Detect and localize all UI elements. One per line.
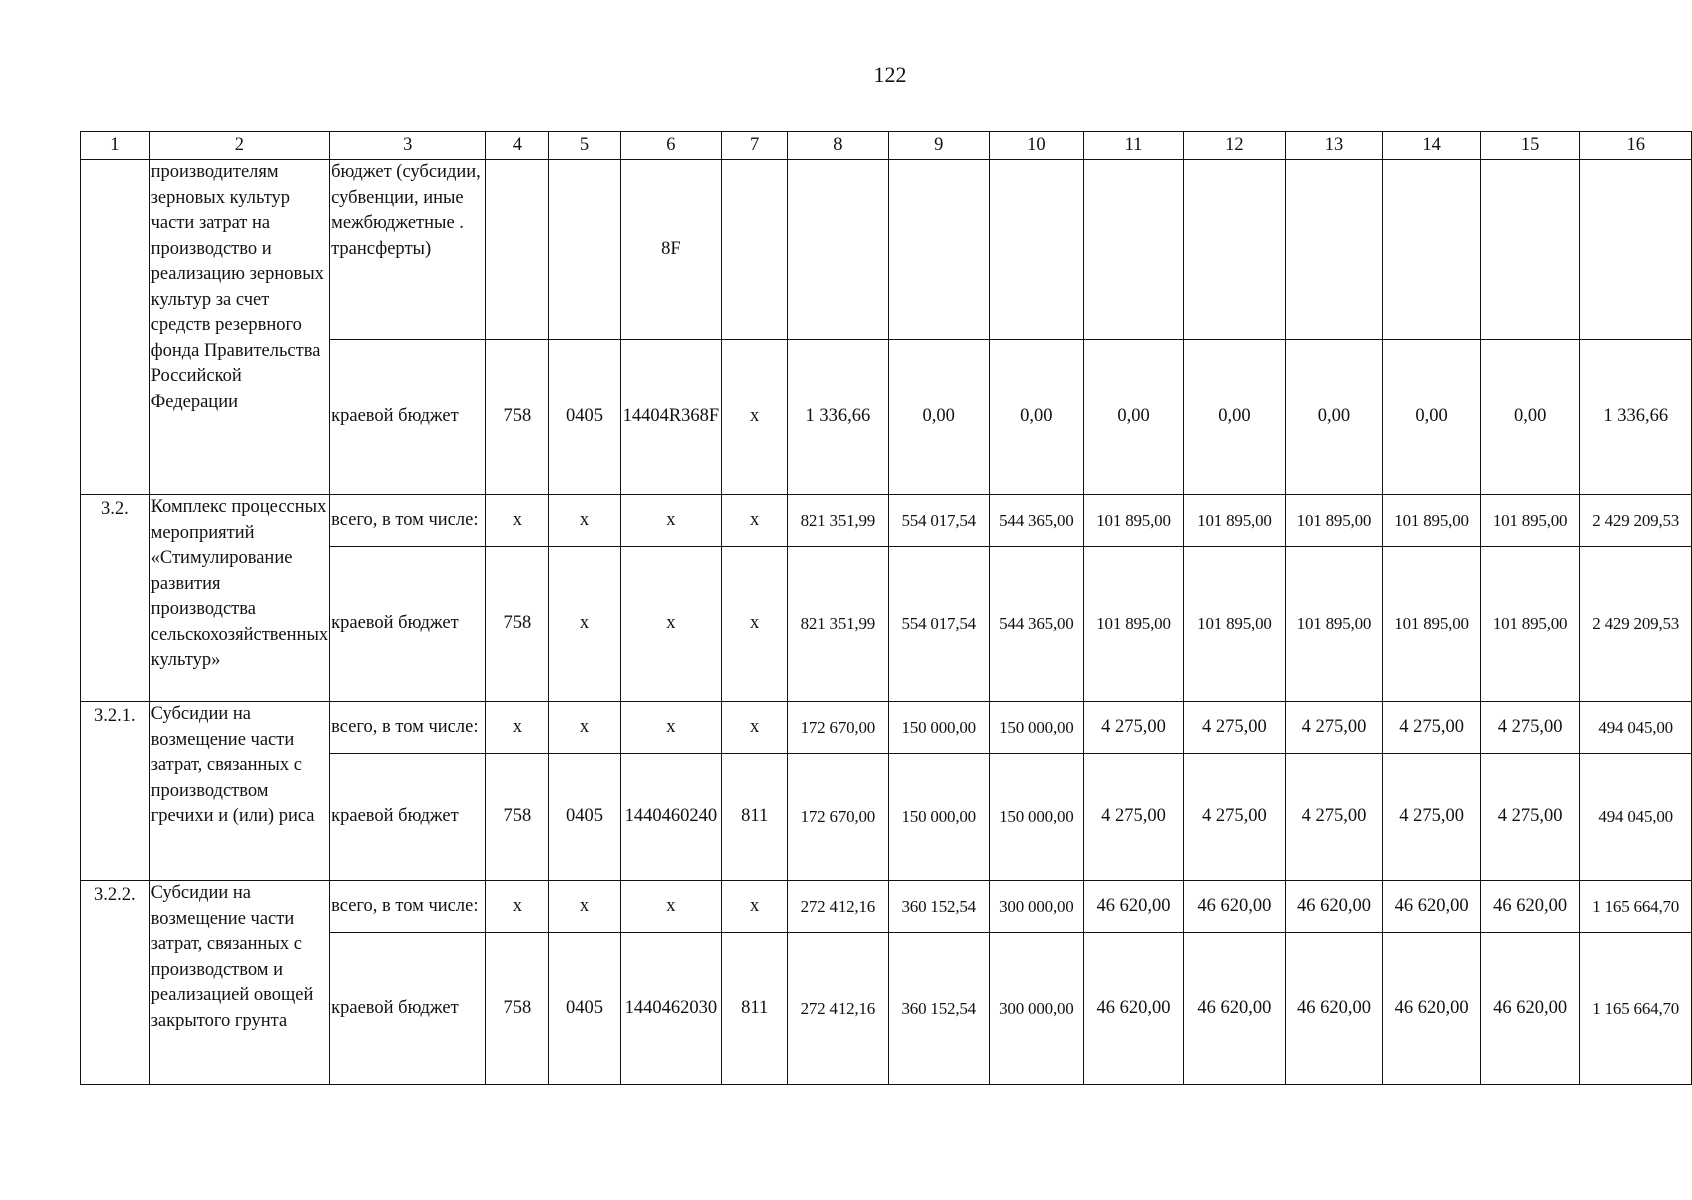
amount-col-14-cell: 101 895,00	[1383, 495, 1481, 547]
amount-col-14-cell: 4 275,00	[1383, 754, 1481, 881]
header-col-16: 16	[1580, 132, 1692, 160]
header-col-5: 5	[549, 132, 620, 160]
amount-col-13-cell: 46 620,00	[1285, 881, 1383, 933]
amount-col-15-cell: 46 620,00	[1480, 933, 1580, 1085]
header-col-9: 9	[888, 132, 989, 160]
amount-col-11-cell: 101 895,00	[1083, 495, 1183, 547]
empty-cell	[788, 160, 888, 340]
empty-cell	[989, 160, 1083, 340]
amount-col-10-cell: 544 365,00	[989, 495, 1083, 547]
row-name-cell: Комплекс процессных мероприятий «Стимулирование развития производства сельскохозяйственных культур»	[149, 495, 330, 702]
code-c6-cell: х	[620, 881, 722, 933]
code-c4-cell: 758	[486, 340, 549, 495]
empty-cell	[1383, 160, 1481, 340]
amount-col-11-cell: 4 275,00	[1083, 754, 1183, 881]
amount-col-16-cell: 1 336,66	[1580, 340, 1692, 495]
continuation-number-cell	[81, 160, 150, 495]
amount-col-16-cell: 494 045,00	[1580, 702, 1692, 754]
amount-col-15-cell: 4 275,00	[1480, 754, 1580, 881]
code-c4-cell: х	[486, 495, 549, 547]
header-col-14: 14	[1383, 132, 1481, 160]
code-c5-cell: х	[549, 881, 620, 933]
header-col-4: 4	[486, 132, 549, 160]
continuation-name-cell: производителям зерновых культур части затрат на производство и реализацию зерновых культур за счет средств резервного фонда Правительства Российской Федерации	[149, 160, 330, 495]
source-cell: краевой бюджет	[330, 340, 486, 495]
header-col-15: 15	[1480, 132, 1580, 160]
amount-col-12-cell: 101 895,00	[1184, 495, 1285, 547]
amount-col-10-cell: 150 000,00	[989, 754, 1083, 881]
amount-col-16-cell: 2 429 209,53	[1580, 495, 1692, 547]
source-cell: краевой бюджет	[330, 754, 486, 881]
continuation-row-budget-tail	[81, 160, 1692, 340]
amount-col-13-cell: 4 275,00	[1285, 754, 1383, 881]
code-c7-cell: 811	[722, 754, 788, 881]
amount-col-9-cell: 150 000,00	[888, 702, 989, 754]
continuation-budget-tail-cell: бюджет (субсидии, субвенции, иные межбюджетные . трансферты)	[330, 160, 486, 340]
amount-col-8-cell: 172 670,00	[788, 754, 888, 881]
amount-col-9-cell: 360 152,54	[888, 933, 989, 1085]
page-number: 122	[873, 62, 907, 87]
code-c7-cell: х	[722, 702, 788, 754]
code-c6-cell: 14404R368F	[620, 340, 722, 495]
group-3-2-2-total-row	[81, 881, 1692, 933]
empty-cell	[549, 160, 620, 340]
row-number-cell: 3.2.	[81, 495, 150, 702]
row-name-cell: Субсидии на возмещение части затрат, связанных с производством и реализацией овощей закрытого грунта	[149, 881, 330, 1085]
amount-col-10-cell: 0,00	[989, 340, 1083, 495]
amount-col-14-cell: 0,00	[1383, 340, 1481, 495]
code-c5-cell: х	[549, 495, 620, 547]
code-c5-cell: 0405	[549, 754, 620, 881]
code-c4-cell: 758	[486, 933, 549, 1085]
code-c4-cell: 758	[486, 754, 549, 881]
amount-col-9-cell: 150 000,00	[888, 754, 989, 881]
empty-cell	[1285, 160, 1383, 340]
header-col-10: 10	[989, 132, 1083, 160]
code-c5-cell: х	[549, 702, 620, 754]
amount-col-15-cell: 101 895,00	[1480, 495, 1580, 547]
amount-col-8-cell: 272 412,16	[788, 881, 888, 933]
code-c6-cell: 1440462030	[620, 933, 722, 1085]
code-c7-cell: х	[722, 495, 788, 547]
amount-col-10-cell: 300 000,00	[989, 881, 1083, 933]
code-c5-cell: 0405	[549, 340, 620, 495]
table-body	[81, 132, 1692, 1085]
header-col-11: 11	[1083, 132, 1183, 160]
header-col-2: 2	[149, 132, 330, 160]
amount-col-8-cell: 821 351,99	[788, 495, 888, 547]
amount-col-16-cell: 1 165 664,70	[1580, 933, 1692, 1085]
amount-col-15-cell: 46 620,00	[1480, 881, 1580, 933]
code-c4-cell: 758	[486, 547, 549, 702]
empty-cell	[1480, 160, 1580, 340]
amount-col-9-cell: 360 152,54	[888, 881, 989, 933]
code-c4-cell: х	[486, 702, 549, 754]
amount-col-13-cell: 101 895,00	[1285, 547, 1383, 702]
empty-cell	[1083, 160, 1183, 340]
amount-col-15-cell: 0,00	[1480, 340, 1580, 495]
empty-cell	[1184, 160, 1285, 340]
amount-col-11-cell: 101 895,00	[1083, 547, 1183, 702]
header-col-8: 8	[788, 132, 888, 160]
amount-col-12-cell: 46 620,00	[1184, 933, 1285, 1085]
code-c5-cell: 0405	[549, 933, 620, 1085]
row-number-cell: 3.2.1.	[81, 702, 150, 881]
amount-col-8-cell: 172 670,00	[788, 702, 888, 754]
group-3-2-total-row	[81, 495, 1692, 547]
amount-col-9-cell: 0,00	[888, 340, 989, 495]
source-cell: всего, в том числе:	[330, 881, 486, 933]
amount-col-16-cell: 494 045,00	[1580, 754, 1692, 881]
amount-col-14-cell: 46 620,00	[1383, 881, 1481, 933]
header-col-3: 3	[330, 132, 486, 160]
amount-col-10-cell: 150 000,00	[989, 702, 1083, 754]
amount-col-10-cell: 300 000,00	[989, 933, 1083, 1085]
code-c7-cell: х	[722, 340, 788, 495]
amount-col-11-cell: 46 620,00	[1083, 933, 1183, 1085]
code-c5-cell: х	[549, 547, 620, 702]
amount-col-12-cell: 0,00	[1184, 340, 1285, 495]
amount-col-10-cell: 544 365,00	[989, 547, 1083, 702]
code-c6-cell: 1440460240	[620, 754, 722, 881]
amount-col-8-cell: 272 412,16	[788, 933, 888, 1085]
amount-col-12-cell: 101 895,00	[1184, 547, 1285, 702]
source-cell: краевой бюджет	[330, 933, 486, 1085]
header-col-12: 12	[1184, 132, 1285, 160]
empty-cell	[1580, 160, 1692, 340]
amount-col-11-cell: 46 620,00	[1083, 881, 1183, 933]
amount-col-14-cell: 101 895,00	[1383, 547, 1481, 702]
group-3-2-1-total-row	[81, 702, 1692, 754]
amount-col-12-cell: 46 620,00	[1184, 881, 1285, 933]
source-cell: всего, в том числе:	[330, 702, 486, 754]
amount-col-13-cell: 0,00	[1285, 340, 1383, 495]
code-c4-cell: х	[486, 881, 549, 933]
amount-col-11-cell: 0,00	[1083, 340, 1183, 495]
amount-col-13-cell: 46 620,00	[1285, 933, 1383, 1085]
amount-col-15-cell: 4 275,00	[1480, 702, 1580, 754]
amount-col-13-cell: 101 895,00	[1285, 495, 1383, 547]
amount-col-13-cell: 4 275,00	[1285, 702, 1383, 754]
amount-col-16-cell: 1 165 664,70	[1580, 881, 1692, 933]
amount-col-9-cell: 554 017,54	[888, 547, 989, 702]
code-c7-cell: х	[722, 881, 788, 933]
header-col-13: 13	[1285, 132, 1383, 160]
amount-col-14-cell: 4 275,00	[1383, 702, 1481, 754]
source-cell: краевой бюджет	[330, 547, 486, 702]
row-name-cell: Субсидии на возмещение части затрат, связанных с производством гречихи и (или) риса	[149, 702, 330, 881]
header-row	[81, 132, 1692, 160]
amount-col-11-cell: 4 275,00	[1083, 702, 1183, 754]
amount-col-12-cell: 4 275,00	[1184, 754, 1285, 881]
empty-cell	[722, 160, 788, 340]
amount-col-8-cell: 821 351,99	[788, 547, 888, 702]
header-col-1: 1	[81, 132, 150, 160]
header-col-7: 7	[722, 132, 788, 160]
header-col-6: 6	[620, 132, 722, 160]
budget-table	[80, 131, 1692, 1085]
code-c6-cell: х	[620, 702, 722, 754]
row-number-cell: 3.2.2.	[81, 881, 150, 1085]
amount-col-9-cell: 554 017,54	[888, 495, 989, 547]
empty-cell	[888, 160, 989, 340]
amount-col-8-cell: 1 336,66	[788, 340, 888, 495]
code-c7-cell: 811	[722, 933, 788, 1085]
amount-col-16-cell: 2 429 209,53	[1580, 547, 1692, 702]
amount-col-12-cell: 4 275,00	[1184, 702, 1285, 754]
code-tail-cell: 8F	[620, 160, 722, 340]
amount-col-15-cell: 101 895,00	[1480, 547, 1580, 702]
amount-col-14-cell: 46 620,00	[1383, 933, 1481, 1085]
source-cell: всего, в том числе:	[330, 495, 486, 547]
code-c6-cell: х	[620, 547, 722, 702]
code-c6-cell: х	[620, 495, 722, 547]
code-c7-cell: х	[722, 547, 788, 702]
empty-cell	[486, 160, 549, 340]
